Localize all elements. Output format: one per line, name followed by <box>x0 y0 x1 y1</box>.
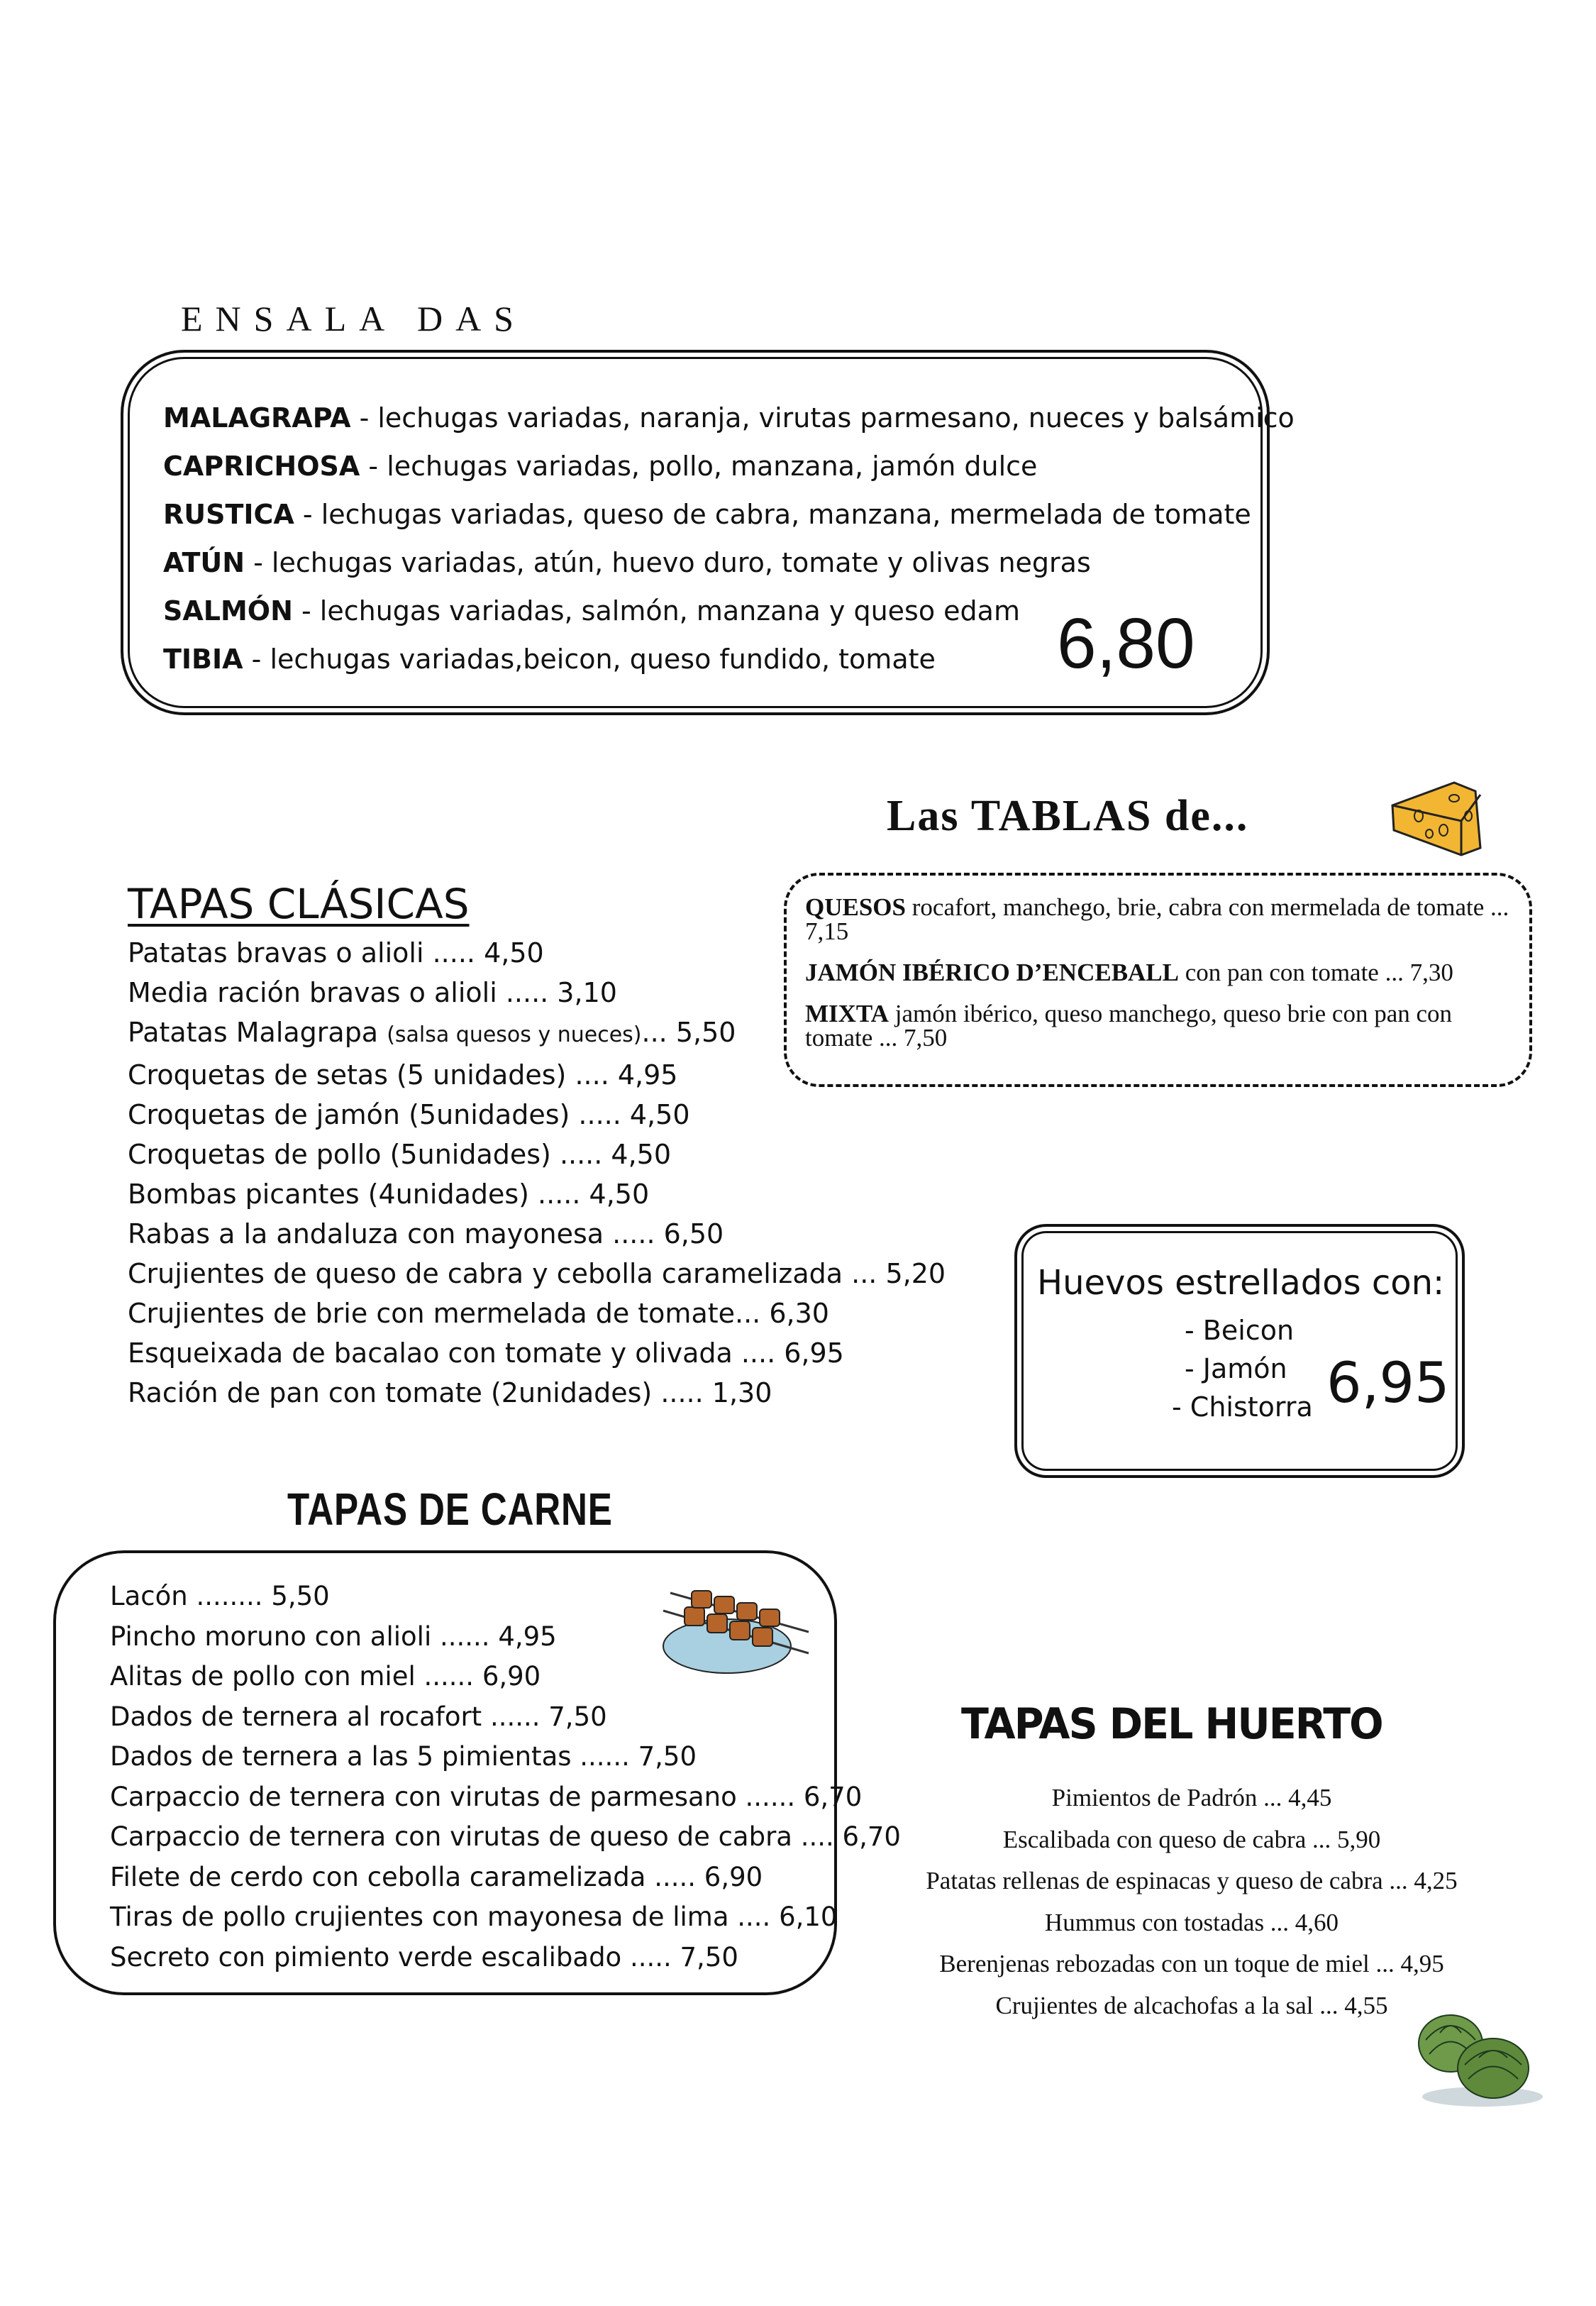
list-item: - Jamón <box>1185 1353 1287 1384</box>
huevos-price: 6,95 <box>1326 1352 1450 1416</box>
list-item: Tiras de pollo crujientes con mayonesa de lima .... 6,10 <box>110 1902 838 1932</box>
cheese-icon <box>1387 777 1486 859</box>
list-item: Escalibada con queso de cabra ... 5,90 <box>1002 1825 1381 1853</box>
item-desc: - lechugas variadas,beicon, queso fundido, tomate <box>243 644 936 675</box>
list-item: Esqueixada de bacalao con tomate y olivada .... 6,95 <box>128 1337 844 1369</box>
list-item <box>163 394 1295 442</box>
list-item <box>163 490 1295 539</box>
item-desc: - lechugas variadas, queso de cabra, manzana, mermelada de tomate <box>294 499 1251 530</box>
list-item: - Beicon <box>1185 1315 1295 1346</box>
list-item: Dados de ternera al rocafort ...... 7,50 <box>110 1701 607 1732</box>
list-item <box>128 1013 946 1055</box>
ensaladas-price: 6,80 <box>1057 604 1195 683</box>
ensaladas-title: ENSALA DAS <box>181 299 526 338</box>
item-name: TIBIA <box>163 644 243 675</box>
list-item: Croquetas de pollo (5unidades) ..... 4,50 <box>128 1139 672 1170</box>
item-note: (salsa quesos y nueces) <box>387 1022 642 1047</box>
list-item: Patatas rellenas de espinacas y queso de cabra ... 4,25 <box>926 1867 1458 1894</box>
item-name: QUESOS <box>805 893 906 921</box>
list-item: Crujientes de alcachofas a la sal ... 4,55 <box>995 1991 1388 2019</box>
clasicas-title: TAPAS CLÁSICAS <box>128 880 470 928</box>
list-item: Media ración bravas o alioli ..... 3,10 <box>128 977 617 1008</box>
item-name: RUSTICA <box>163 499 294 530</box>
list-item: Pimientos de Padrón ... 4,45 <box>1051 1784 1332 1811</box>
list-item: Alitas de pollo con miel ...... 6,90 <box>110 1661 541 1692</box>
clasicas-list <box>128 933 946 1413</box>
carne-list <box>110 1577 901 1977</box>
list-item: Dados de ternera a las 5 pimientas ...... 7,50 <box>110 1741 697 1772</box>
list-item: Crujientes de queso de cabra y cebolla caramelizada ... 5,20 <box>128 1258 946 1289</box>
huevos-title: Huevos estrellados con: <box>1037 1263 1445 1303</box>
list-item: Croquetas de setas (5 unidades) .... 4,95 <box>128 1059 678 1091</box>
item-desc: - lechugas variadas, pollo, manzana, jamón dulce <box>360 451 1038 482</box>
item-name: Patatas Malagrapa <box>128 1017 387 1048</box>
item-name: ATÚN <box>163 547 245 578</box>
item-name: JAMÓN IBÉRICO D’ENCEBALL <box>805 959 1179 986</box>
item-desc: rocafort, manchego, brie, cabra con mermelada de tomate ... 7,15 <box>805 893 1509 945</box>
list-item: Berenjenas rebozadas con un toque de miel ... 4,95 <box>939 1950 1444 1977</box>
huerto-title: TAPAS DEL HUERTO <box>961 1699 1382 1749</box>
list-item: Croquetas de jamón (5unidades) ..... 4,50 <box>128 1099 690 1130</box>
artichoke-icon <box>1412 1997 1546 2111</box>
item-desc: - lechugas variadas, atún, huevo duro, tomate y olivas negras <box>245 547 1091 578</box>
item-name: SALMÓN <box>163 595 293 627</box>
list-item: Patatas bravas o alioli ..... 4,50 <box>128 937 544 969</box>
tablas-title: Las TABLAS de... <box>887 792 1249 840</box>
list-item <box>163 442 1295 490</box>
list-item: Hummus con tostadas ... 4,60 <box>1044 1908 1339 1936</box>
item-desc: con pan con tomate ... 7,30 <box>1179 959 1453 986</box>
list-item: Rabas a la andaluza con mayonesa ..... 6,50 <box>128 1218 724 1249</box>
list-item: Lacón ........ 5,50 <box>110 1581 330 1611</box>
item-name: MIXTA <box>805 1000 889 1027</box>
item-desc: jamón ibérico, queso manchego, queso brie con pan con tomate ... 7,50 <box>805 1000 1453 1052</box>
item-name: CAPRICHOSA <box>163 451 360 482</box>
list-item: Crujientes de brie con mermelada de tomate... 6,30 <box>128 1298 829 1329</box>
list-item: Carpaccio de ternera con virutas de queso de cabra .... 6,70 <box>110 1821 901 1852</box>
list-item: Bombas picantes (4unidades) ..... 4,50 <box>128 1179 650 1210</box>
item-desc: - lechugas variadas, naranja, virutas parmesano, nueces y balsámico <box>350 402 1295 434</box>
item-desc: - lechugas variadas, salmón, manzana y queso edam <box>292 595 1020 627</box>
huerto-list <box>851 1777 1532 2026</box>
item-price: ... 5,50 <box>641 1017 736 1048</box>
huevos-options <box>1163 1311 1313 1426</box>
list-item: Ración de pan con tomate (2unidades) ..... 1,30 <box>128 1377 772 1408</box>
list-item: Filete de cerdo con cebolla caramelizada ..... 6,90 <box>110 1861 763 1892</box>
list-item: - Chistorra <box>1172 1391 1313 1423</box>
item-name: MALAGRAPA <box>163 402 351 434</box>
carne-title: TAPAS DE CARNE <box>287 1484 613 1535</box>
list-item: Secreto con pimiento verde escalibado ..... 7,50 <box>110 1941 738 1973</box>
list-item <box>163 539 1295 587</box>
list-item: Carpaccio de ternera con virutas de parmesano ...... 6,70 <box>110 1781 863 1812</box>
list-item: Pincho moruno con alioli ...... 4,95 <box>110 1621 557 1652</box>
